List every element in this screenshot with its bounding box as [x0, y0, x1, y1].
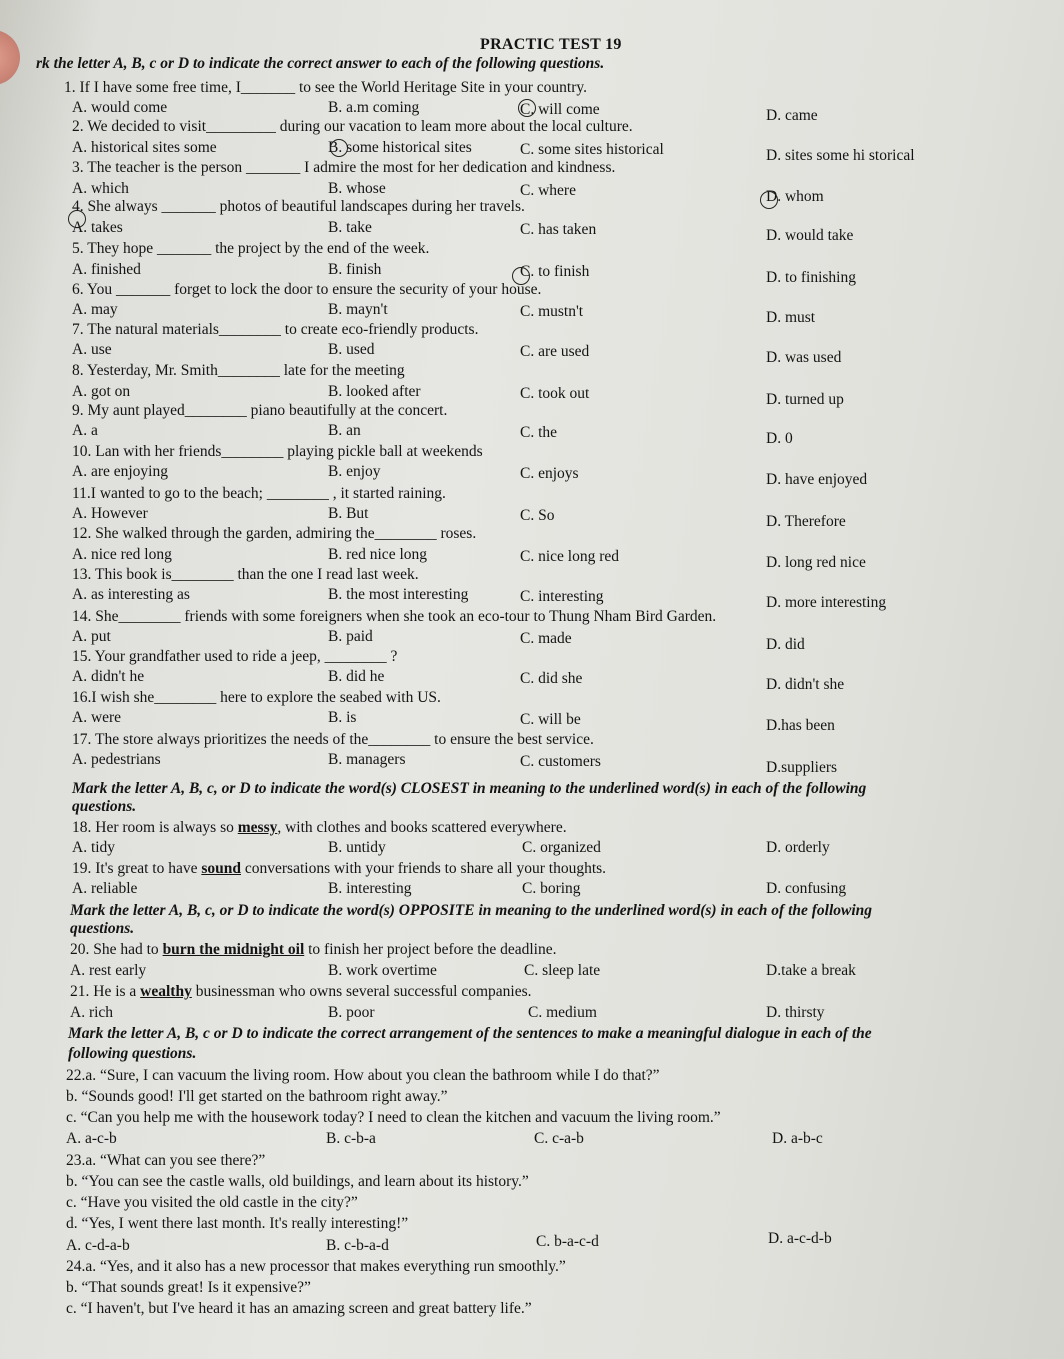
q14-option-a[interactable]: A. put — [72, 628, 111, 645]
q4-option-b[interactable]: B. take — [328, 219, 372, 236]
q23-option-b[interactable]: B. c-b-a-d — [326, 1237, 389, 1254]
q4-option-a[interactable]: A. takes — [72, 219, 123, 236]
q17-option-d[interactable]: D.suppliers — [766, 759, 838, 776]
q23-line-d: d. “Yes, I went there last month. It's really interesting!” — [66, 1215, 409, 1232]
q19-option-b[interactable]: B. interesting — [328, 880, 412, 897]
q20-option-c[interactable]: C. sleep late — [524, 962, 601, 979]
q9-option-b[interactable]: B. an — [328, 422, 361, 439]
instruction-section-3: Mark the letter A, B, c, or D to indicate the word(s) OPPOSITE in meaning to the underlined word(s) in each of the following — [70, 902, 873, 919]
q10-option-d[interactable]: D. have enjoyed — [766, 471, 868, 488]
question-1-stem: 1. If I have some free time, I_______ to see the World Heritage Site in your country. — [64, 79, 588, 96]
question-18-stem — [72, 819, 567, 837]
instruction-section-4-cont: following questions. — [68, 1045, 197, 1062]
q14-option-d[interactable]: D. did — [766, 636, 805, 653]
question-4-stem: 4. She always _______ photos of beautiful landscapes during her travels. — [72, 198, 525, 215]
q4-option-c[interactable]: C. has taken — [520, 221, 597, 238]
q14-option-b[interactable]: B. paid — [328, 628, 373, 645]
q21-option-c[interactable]: C. medium — [528, 1004, 597, 1021]
q7-option-d[interactable]: D. was used — [766, 349, 842, 366]
q11-option-d[interactable]: D. Therefore — [766, 513, 846, 530]
q22-option-b[interactable]: B. c-b-a — [326, 1130, 376, 1147]
q1-option-c[interactable]: C. will come — [520, 101, 600, 118]
q1-option-b[interactable]: B. a.m coming — [328, 99, 420, 116]
q2-option-a[interactable]: A. historical sites some — [72, 139, 217, 156]
question-8-stem: 8. Yesterday, Mr. Smith________ late for the meeting — [72, 362, 405, 379]
finger-photo-artifact — [0, 30, 20, 85]
q4-option-d[interactable]: D. would take — [766, 227, 854, 244]
q18-option-d[interactable]: D. orderly — [766, 839, 830, 856]
instruction-section-3-cont: questions. — [70, 920, 135, 937]
instruction-section-2-cont: questions. — [72, 798, 137, 815]
q19-post: conversations with your friends to share all your thoughts. — [241, 860, 607, 877]
q18-post: , with clothes and books scattered everywhere. — [277, 819, 567, 836]
q3-option-b[interactable]: B. whose — [328, 180, 386, 197]
question-2-stem: 2. We decided to visit_________ during our vacation to leam more about the local culture. — [72, 118, 633, 135]
question-6-stem: 6. You _______ forget to lock the door to ensure the security of your house. — [72, 281, 542, 298]
q20-option-d[interactable]: D.take a break — [766, 962, 856, 979]
question-20-stem — [70, 941, 556, 959]
q13-option-c[interactable]: C. interesting — [520, 588, 604, 605]
q16-option-a[interactable]: A. were — [72, 709, 122, 726]
q17-option-c[interactable]: C. customers — [520, 753, 601, 770]
question-10-stem: 10. Lan with her friends________ playing pickle ball at weekends — [72, 443, 483, 460]
answer-mark-circle — [518, 99, 536, 117]
q23-option-d[interactable]: D. a-c-d-b — [768, 1230, 832, 1247]
q21-post: businessman who owns several successful companies. — [191, 983, 532, 1000]
answer-mark-circle — [330, 139, 348, 157]
q15-option-a[interactable]: A. didn't he — [72, 668, 145, 685]
page-title: PRACTIC TEST 19 — [480, 36, 622, 53]
q17-option-b[interactable]: B. managers — [328, 751, 406, 768]
q1-option-a[interactable]: A. would come — [72, 99, 168, 116]
q20-option-b[interactable]: B. work overtime — [328, 962, 437, 979]
q19-pre: 19. It's great to have — [72, 860, 202, 877]
q7-option-c[interactable]: C. are used — [520, 343, 590, 360]
q21-option-b[interactable]: B. poor — [328, 1004, 375, 1021]
question-5-stem: 5. They hope _______ the project by the end of the week. — [72, 240, 430, 257]
instruction-section-4: Mark the letter A, B, c or D to indicate the correct arrangement of the sentences to make a meaningful dialogue in each of the — [68, 1025, 872, 1042]
q11-option-b[interactable]: B. But — [328, 505, 369, 522]
q21-underlined: wealthy — [140, 983, 192, 1000]
question-21-stem — [70, 983, 531, 1001]
q11-option-a[interactable]: A. However — [72, 505, 148, 522]
answer-mark-circle — [760, 191, 778, 209]
q10-option-c[interactable]: C. enjoys — [520, 465, 579, 482]
q22-line-a: 22.a. “Sure, I can vacuum the living room. How about you clean the bathroom while I do that?” — [66, 1067, 660, 1084]
q16-option-b[interactable]: B. is — [328, 709, 357, 726]
q21-option-d[interactable]: D. thirsty — [766, 1004, 825, 1021]
q5-option-d[interactable]: D. to finishing — [766, 269, 856, 286]
q9-option-c[interactable]: C. the — [520, 424, 558, 441]
q12-option-b[interactable]: B. red nice long — [328, 546, 428, 563]
question-13-stem: 13. This book is________ than the one I read last week. — [72, 566, 419, 583]
q6-option-a[interactable]: A. may — [72, 301, 118, 318]
question-9-stem: 9. My aunt played________ piano beautifully at the concert. — [72, 402, 448, 419]
q5-option-a[interactable]: A. finished — [72, 261, 141, 278]
q22-line-c: c. “Can you help me with the housework today? I need to clean the kitchen and vacuum the living room.” — [66, 1109, 721, 1126]
q20-post: to finish her project before the deadline. — [304, 941, 557, 958]
q22-option-a[interactable]: A. a-c-b — [66, 1130, 117, 1147]
q18-pre: 18. Her room is always so — [72, 819, 238, 836]
q23-option-c[interactable]: C. b-a-c-d — [536, 1233, 599, 1250]
question-11-stem: 11.I wanted to go to the beach; ________ , it started raining. — [72, 485, 446, 502]
instruction-section-1: rk the letter A, B, c or D to indicate the correct answer to each of the following questions. — [36, 55, 605, 72]
q2-option-c[interactable]: C. some sites historical — [520, 141, 664, 158]
instruction-section-2: Mark the letter A, B, c, or D to indicate the word(s) CLOSEST in meaning to the underlined word(s) in each of the following — [72, 780, 867, 797]
question-16-stem: 16.I wish she________ here to explore the seabed with US. — [72, 689, 441, 706]
q12-option-a[interactable]: A. nice red long — [72, 546, 172, 563]
q22-line-b: b. “Sounds good! I'll get started on the bathroom right away.” — [66, 1088, 448, 1105]
q10-option-a[interactable]: A. are enjoying — [72, 463, 168, 480]
q1-option-d[interactable]: D. came — [766, 107, 818, 124]
q18-underlined: messy — [237, 819, 278, 836]
q7-option-a[interactable]: A. use — [72, 341, 112, 358]
q23-line-a: 23.a. “What can you see there?” — [66, 1152, 266, 1169]
question-17-stem: 17. The store always prioritizes the needs of the________ to ensure the best service. — [72, 731, 594, 748]
q3-option-d[interactable]: D. whom — [766, 188, 824, 205]
q18-option-c[interactable]: C. organized — [522, 839, 601, 856]
q19-option-a[interactable]: A. reliable — [72, 880, 138, 897]
q19-option-d[interactable]: D. confusing — [766, 880, 847, 897]
q24-line-a: 24.a. “Yes, and it also has a new processor that makes everything run smoothly.” — [66, 1258, 566, 1275]
q12-option-d[interactable]: D. long red nice — [766, 554, 866, 571]
q8-option-a[interactable]: A. got on — [72, 383, 131, 400]
question-19-stem — [72, 860, 606, 878]
q16-option-d[interactable]: D.has been — [766, 717, 835, 734]
q20-underlined: burn the midnight oil — [162, 941, 305, 958]
question-12-stem: 12. She walked through the garden, admiring the________ roses. — [72, 525, 477, 542]
q17-option-a[interactable]: A. pedestrians — [72, 751, 161, 768]
q13-option-d[interactable]: D. more interesting — [766, 594, 887, 611]
q3-option-c[interactable]: C. where — [520, 182, 576, 199]
q8-option-c[interactable]: C. took out — [520, 385, 590, 402]
q15-option-c[interactable]: C. did she — [520, 670, 583, 687]
q19-option-c[interactable]: C. boring — [522, 880, 581, 897]
answer-mark-circle — [68, 210, 86, 228]
q19-underlined: sound — [201, 860, 241, 877]
q22-option-c[interactable]: C. c-a-b — [534, 1130, 584, 1147]
question-3-stem: 3. The teacher is the person _______ I admire the most for her dedication and kindness. — [72, 159, 616, 176]
q13-option-b[interactable]: B. the most interesting — [328, 586, 469, 603]
q21-option-a[interactable]: A. rich — [70, 1004, 114, 1021]
answer-mark-circle — [512, 267, 530, 285]
q23-line-b: b. “You can see the castle walls, old buildings, and learn about its history.” — [66, 1173, 529, 1190]
q5-option-c[interactable]: C. to finish — [520, 263, 590, 280]
q8-option-d[interactable]: D. turned up — [766, 391, 844, 408]
q6-option-c[interactable]: C. mustn't — [520, 303, 584, 320]
q12-option-c[interactable]: C. nice long red — [520, 548, 620, 565]
question-7-stem: 7. The natural materials________ to create eco-friendly products. — [72, 321, 479, 338]
q9-option-d[interactable]: D. 0 — [766, 430, 793, 447]
q6-option-b[interactable]: B. mayn't — [328, 301, 388, 318]
q2-option-d[interactable]: D. sites some hi storical — [766, 147, 915, 164]
question-15-stem: 15. Your grandfather used to ride a jeep, ________ ? — [72, 648, 398, 665]
q9-option-a[interactable]: A. a — [72, 422, 98, 439]
q20-option-a[interactable]: A. rest early — [70, 962, 147, 979]
q5-option-b[interactable]: B. finish — [328, 261, 382, 278]
q18-option-a[interactable]: A. tidy — [72, 839, 116, 856]
q2-option-b[interactable]: B. some historical sites — [328, 139, 472, 156]
q21-pre: 21. He is a — [70, 983, 141, 1000]
q16-option-c[interactable]: C. will be — [520, 711, 581, 728]
q10-option-b[interactable]: B. enjoy — [328, 463, 381, 480]
q14-option-c[interactable]: C. made — [520, 630, 572, 647]
q15-option-d[interactable]: D. didn't she — [766, 676, 845, 693]
question-14-stem: 14. She________ friends with some foreigners when she took an eco-tour to Thung Nham Bird Garden. — [72, 608, 717, 625]
q20-pre: 20. She had to — [70, 941, 163, 958]
q7-option-b[interactable]: B. used — [328, 341, 375, 358]
q11-option-c[interactable]: C. So — [520, 507, 555, 524]
q13-option-a[interactable]: A. as interesting as — [72, 586, 190, 603]
q24-line-c: c. “I haven't, but I've heard it has an amazing screen and great battery life.” — [66, 1300, 532, 1317]
q22-option-d[interactable]: D. a-b-c — [772, 1130, 823, 1147]
q18-option-b[interactable]: B. untidy — [328, 839, 386, 856]
q6-option-d[interactable]: D. must — [766, 309, 816, 326]
q8-option-b[interactable]: B. looked after — [328, 383, 421, 400]
q3-option-a[interactable]: A. which — [72, 180, 129, 197]
q24-line-b: b. “That sounds great! Is it expensive?” — [66, 1279, 311, 1296]
q23-line-c: c. “Have you visited the old castle in the city?” — [66, 1194, 358, 1211]
q23-option-a[interactable]: A. c-d-a-b — [66, 1237, 130, 1254]
q15-option-b[interactable]: B. did he — [328, 668, 385, 685]
